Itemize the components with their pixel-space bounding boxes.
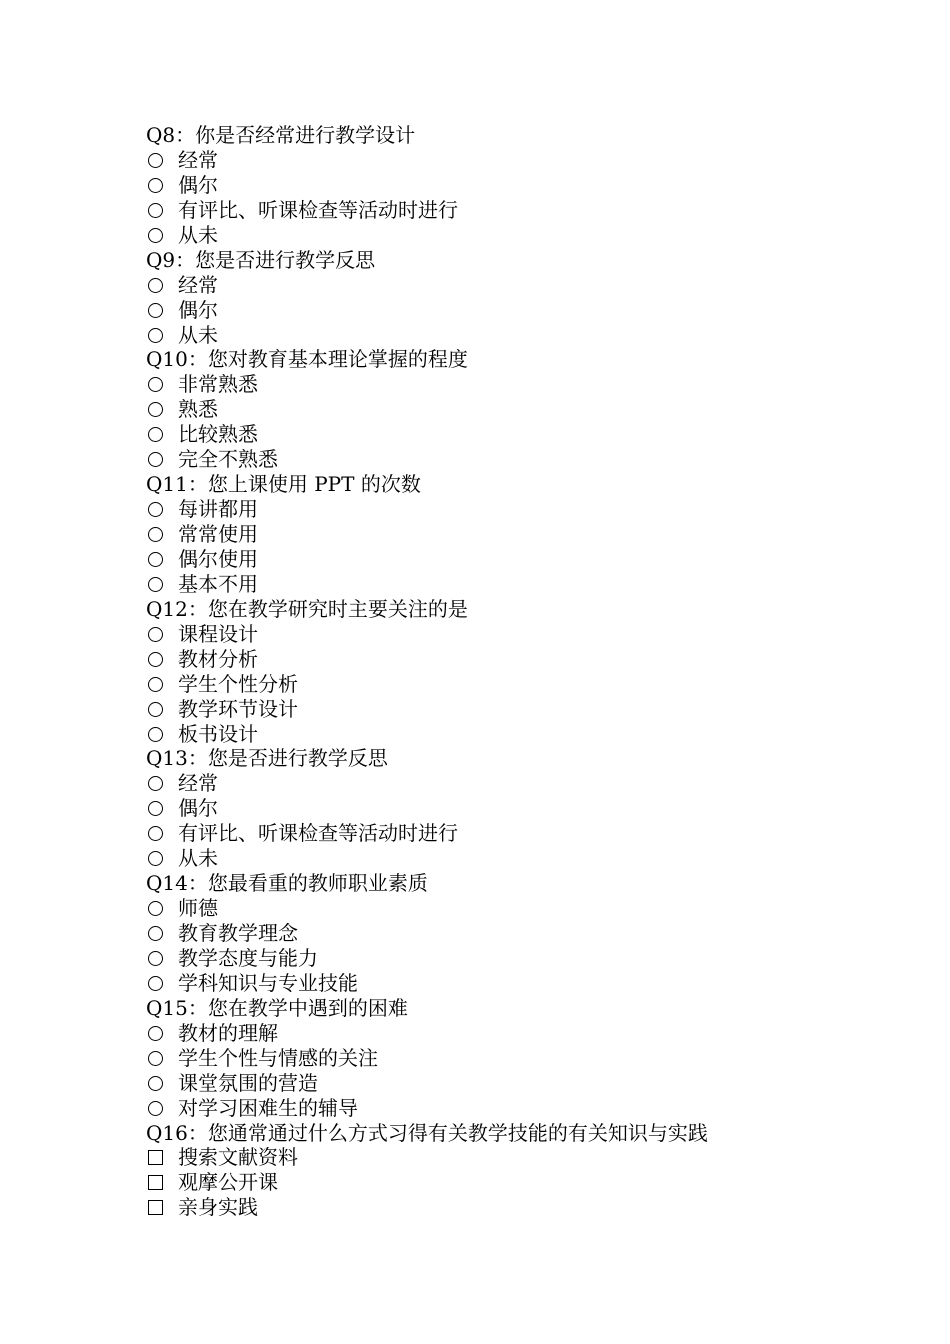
radio-circle-icon[interactable] — [146, 722, 166, 747]
question-title: Q13：您是否进行教学反思 — [146, 746, 388, 771]
radio-circle-icon[interactable] — [146, 796, 166, 821]
radio-option[interactable] — [146, 771, 906, 796]
radio-option[interactable] — [146, 796, 906, 821]
radio-option[interactable] — [146, 896, 906, 921]
radio-option[interactable] — [146, 323, 906, 348]
option-label: 板书设计 — [178, 721, 258, 746]
question-block — [146, 123, 906, 248]
radio-circle-icon[interactable] — [146, 846, 166, 871]
option-label: 每讲都用 — [178, 497, 258, 522]
option-label: 学生个性分析 — [178, 671, 298, 696]
question-title: Q12：您在教学研究时主要关注的是 — [146, 596, 468, 621]
option-label: 基本不用 — [178, 571, 258, 596]
radio-option[interactable] — [146, 1021, 906, 1046]
question-title: Q11：您上课使用 PPT 的次数 — [146, 472, 421, 497]
question-title: Q14：您最看重的教师职业素质 — [146, 871, 428, 896]
option-label: 教育教学理念 — [178, 921, 298, 945]
radio-circle-icon[interactable] — [146, 1096, 166, 1121]
radio-option[interactable] — [146, 672, 906, 697]
radio-option[interactable] — [146, 846, 906, 871]
radio-circle-icon[interactable] — [146, 647, 166, 672]
radio-circle-icon[interactable] — [146, 397, 166, 422]
option-label: 偶尔 — [178, 297, 218, 322]
radio-circle-icon[interactable] — [146, 1071, 166, 1096]
radio-circle-icon[interactable] — [146, 273, 166, 298]
option-label: 有评比、听课检查等活动时进行 — [178, 821, 458, 846]
radio-circle-icon[interactable] — [146, 946, 166, 971]
option-label: 教材的理解 — [178, 1020, 278, 1045]
option-label: 课堂氛围的营造 — [178, 1070, 318, 1095]
checkbox-option[interactable] — [146, 1170, 906, 1195]
radio-option[interactable] — [146, 223, 906, 248]
question-title: Q16：您通常通过什么方式习得有关教学技能的有关知识与实践 — [146, 1120, 708, 1145]
question-block — [146, 347, 906, 472]
option-label: 观摩公开课 — [178, 1170, 278, 1195]
radio-circle-icon[interactable] — [146, 422, 166, 447]
radio-option[interactable] — [146, 397, 906, 422]
question-block — [146, 996, 906, 1121]
option-label: 经常 — [178, 771, 218, 796]
option-label: 从未 — [178, 322, 218, 347]
question-block — [146, 746, 906, 871]
radio-circle-icon[interactable] — [146, 921, 166, 946]
question-title: Q10：您对教育基本理论掌握的程度 — [146, 347, 468, 372]
option-label: 课程设计 — [178, 621, 258, 646]
radio-option[interactable] — [146, 148, 906, 173]
option-label: 经常 — [178, 272, 218, 297]
radio-option[interactable] — [146, 697, 906, 722]
option-label: 偶尔 — [178, 172, 218, 197]
option-label: 教学环节设计 — [178, 696, 298, 721]
option-label: 从未 — [178, 222, 218, 247]
radio-circle-icon[interactable] — [146, 572, 166, 597]
option-label: 学生个性与情感的关注 — [178, 1045, 378, 1070]
question-block — [146, 248, 906, 348]
radio-option[interactable] — [146, 921, 906, 946]
question-block — [146, 1121, 906, 1221]
radio-option[interactable] — [146, 821, 906, 846]
radio-option[interactable] — [146, 497, 906, 522]
radio-circle-icon[interactable] — [146, 697, 166, 722]
radio-circle-icon[interactable] — [146, 622, 166, 647]
radio-option[interactable] — [146, 173, 906, 198]
radio-circle-icon[interactable] — [146, 298, 166, 323]
option-label: 常常使用 — [178, 522, 258, 546]
radio-circle-icon[interactable] — [146, 672, 166, 697]
radio-circle-icon[interactable] — [146, 896, 166, 921]
radio-circle-icon[interactable] — [146, 372, 166, 397]
question-title: Q9：您是否进行教学反思 — [146, 247, 376, 272]
option-label: 完全不熟悉 — [178, 447, 278, 472]
radio-circle-icon[interactable] — [146, 1046, 166, 1071]
option-label: 搜索文献资料 — [178, 1145, 298, 1170]
question-block — [146, 597, 906, 747]
radio-option[interactable] — [146, 372, 906, 397]
checkbox-icon[interactable] — [146, 1145, 166, 1170]
question-title: Q8：你是否经常进行教学设计 — [146, 123, 416, 147]
checkbox-icon[interactable] — [146, 1170, 166, 1195]
checkbox-option[interactable] — [146, 1145, 906, 1170]
radio-circle-icon[interactable] — [146, 198, 166, 223]
radio-circle-icon[interactable] — [146, 173, 166, 198]
radio-circle-icon[interactable] — [146, 223, 166, 248]
radio-circle-icon[interactable] — [146, 148, 166, 173]
radio-option[interactable] — [146, 547, 906, 572]
radio-option[interactable] — [146, 722, 906, 747]
radio-option[interactable] — [146, 422, 906, 447]
radio-circle-icon[interactable] — [146, 821, 166, 846]
radio-option[interactable] — [146, 572, 906, 597]
radio-option[interactable] — [146, 971, 906, 996]
checkbox-option[interactable] — [146, 1195, 906, 1220]
radio-option[interactable] — [146, 622, 906, 647]
option-label: 对学习困难生的辅导 — [178, 1095, 358, 1120]
question-block — [146, 472, 906, 597]
option-label: 教学态度与能力 — [178, 945, 318, 970]
radio-circle-icon[interactable] — [146, 323, 166, 348]
radio-circle-icon[interactable] — [146, 447, 166, 472]
option-label: 有评比、听课检查等活动时进行 — [178, 197, 458, 222]
radio-circle-icon[interactable] — [146, 497, 166, 522]
radio-option[interactable] — [146, 198, 906, 223]
option-label: 亲身实践 — [178, 1195, 258, 1220]
option-label: 比较熟悉 — [178, 422, 258, 447]
radio-option[interactable] — [146, 522, 906, 547]
radio-circle-icon[interactable] — [146, 971, 166, 996]
radio-option[interactable] — [146, 946, 906, 971]
radio-circle-icon[interactable] — [146, 547, 166, 572]
radio-option[interactable] — [146, 1096, 906, 1121]
option-label: 学科知识与专业技能 — [178, 970, 358, 995]
radio-circle-icon[interactable] — [146, 1021, 166, 1046]
option-label: 师德 — [178, 896, 218, 921]
radio-option[interactable] — [146, 447, 906, 472]
checkbox-icon[interactable] — [146, 1195, 166, 1220]
option-label: 从未 — [178, 846, 218, 871]
option-label: 偶尔 — [178, 796, 218, 821]
option-label: 偶尔使用 — [178, 546, 258, 571]
question-title: Q15：您在教学中遇到的困难 — [146, 995, 408, 1020]
radio-option[interactable] — [146, 298, 906, 323]
option-label: 经常 — [178, 147, 218, 172]
radio-circle-icon[interactable] — [146, 522, 166, 547]
radio-option[interactable] — [146, 1071, 906, 1096]
question-block — [146, 871, 906, 996]
radio-option[interactable] — [146, 647, 906, 672]
survey-question-list — [146, 123, 906, 1220]
radio-circle-icon[interactable] — [146, 771, 166, 796]
option-label: 非常熟悉 — [178, 372, 258, 397]
option-label: 教材分析 — [178, 646, 258, 671]
radio-option[interactable] — [146, 273, 906, 298]
radio-option[interactable] — [146, 1046, 906, 1071]
option-label: 熟悉 — [178, 397, 218, 422]
